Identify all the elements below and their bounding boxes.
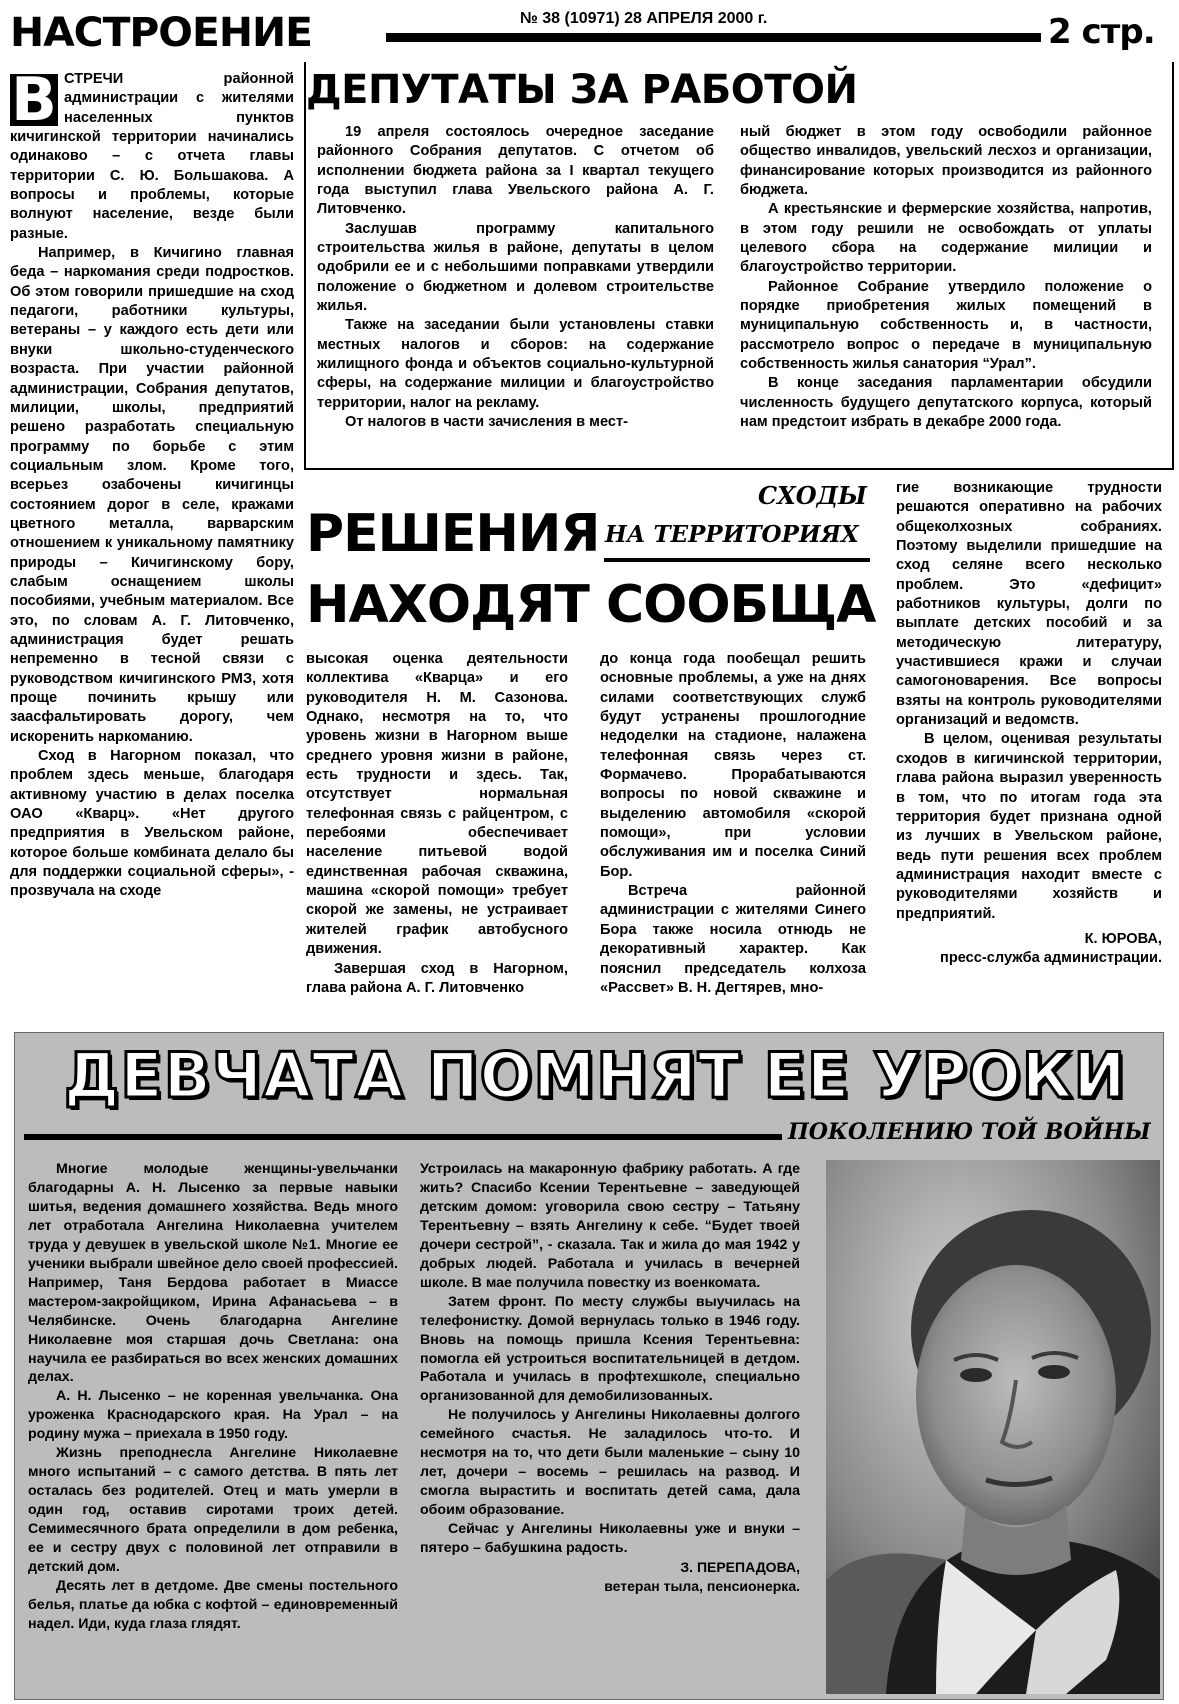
- portrait-drawing: [826, 1160, 1160, 1694]
- paragraph: СТРЕЧИ районной администрации с жителями населенных пунктов кичигинской территории начинались одинаково – с отчета главы территории С. Ю. Большакова. А вопросы и проблемы, которые волнуют население, везде были разные.: [10, 71, 294, 242]
- paragraph: Устроилась на макаронную фабрику работать. А где жить? Спасибо Ксении Терентьевне – заведующей детским домом: уговорила свою сестру – Татьяну Терентьевну – взять Ангелину к себе. “Будет твоей дочери сестрой”, - сказала. Так и жила до мая 1942 у добрых людей. Работала и училась в вечерней школе. В мае получила повестку из военкомата.: [420, 1161, 800, 1291]
- paragraph: В целом, оценивая результаты сходов в кигичинской территории, глава района выразил уверенность в том, что по итогам года эта территория будет признана одной из лучших в Увельском районе, ведь пути решения всех проблем администрация находит вместе с руководителями хозяйств и предприятий.: [896, 731, 1162, 922]
- veteran-rule: [24, 1134, 782, 1140]
- paragraph: Жизнь преподнесла Ангелине Николаевне много испытаний – с самого детства. В пять лет осталась без родителей. Отец и мать умерли в один год, оставив сиротами троих детей. Семимесячного брата определили в дом ребенка, ее и сестру двух с половиной лет отправили в детский дом.: [28, 1445, 398, 1576]
- paragraph: гие возникающие трудности решаются оперативно на рабочих общеколхозных собраниях. Поэтому выделили пришедшие на сход селяне всего несколько проблем. Это «дефицит» работников культуры, долги по выплате детских пособий и за методическую литературу, участившиеся кражи и случаи самогоноварения. Все вопросы взяты на контроль руководителями организаций и ведомств.: [896, 480, 1162, 729]
- header-rule: [386, 33, 1041, 42]
- paragraph: Встреча районной администрации с жителями Синего Бора также носила отнюдь не декоративный характер. Как пояснил председатель колхоза «Рассвет» В. Н. Дегтярев, мно-: [600, 883, 866, 996]
- paragraph: ный бюджет в этом году освободили районное общество инвалидов, увельский лесхоз и организации, финансирование которых производится из районного бюджета.: [740, 124, 1152, 199]
- solutions-col-left: [10, 65, 294, 902]
- paragraph: до конца года пообещал решить основные проблемы, а уже на днях силами соответствующих служб будут устранены прошлогодние недоделки на стадионе, налажена телефонная связь через ст. Формачево. Прорабатываются вопросы по новой скважине и выделению автомобиля «скорой помощи», при условии обслуживания им и поселка Синий Бор.: [600, 651, 866, 880]
- solutions-headline-2: НАХОДЯТ СООБЩА: [306, 575, 876, 635]
- solutions-headline-1: РЕШЕНИЯ: [306, 504, 600, 564]
- section-title: НАСТРОЕНИЕ: [10, 10, 312, 56]
- page-number: 2 стр.: [1048, 12, 1155, 52]
- solutions-col-mid-1: [306, 650, 568, 998]
- paragraph: Затем фронт. По месту службы выучилась на телефонистку. Домой вернулась только в 1946 году. Вновь на помощь пришла Ксения Терентьевна: помогла ей устроиться воспитательницей в детдом. Работала и училась в профтехшколе, специально организованной для демобилизованных.: [420, 1293, 800, 1405]
- drop-cap: В: [11, 65, 57, 135]
- deputies-col-2: [740, 123, 1152, 433]
- veteran-kicker: ПОКОЛЕНИЮ ТОЙ ВОЙНЫ: [788, 1119, 1151, 1145]
- paragraph: Десять лет в детдоме. Две смены постельного белья, платье да юбка с кофтой – единовременный надел. Иди, куда глаза глядят.: [28, 1577, 398, 1632]
- paragraph: Заслушав программу капитального строительства жилья в районе, депутаты в целом одобрили ее и с небольшими поправками утвердили положение о бюджетном и долевом строительстве жилья.: [317, 220, 714, 315]
- deputies-col-1: [317, 123, 714, 433]
- paragraph: В конце заседания парламентарии обсудили численность будущего депутатского корпуса, который нам предстоит избрать в декабре 2000 года.: [740, 375, 1152, 431]
- paragraph: Сход в Нагорном показал, что проблем здесь меньше, благодаря активному участию в делах поселка ОАО «Кварц». «Нет другого предприятия в Увельском районе, которое больше комбината делало бы для поддержки социальной сферы», - прозвучала на сходе: [10, 748, 294, 900]
- veteran-col-2: [420, 1160, 800, 1596]
- portrait-photo: [826, 1160, 1160, 1694]
- kicker-rule: [604, 558, 870, 562]
- issue-info: № 38 (10971) 28 АПРЕЛЯ 2000 г.: [520, 10, 768, 27]
- paragraph: Многие молодые женщины-увельчанки благодарны А. Н. Лысенко за первые навыки шитья, ведения домашнего хозяйства. Ведь много лет отработала Ангелина Николаевна учителем труда у девушек в увельской школе №1. Многие ее ученики выбрали швейное дело своей профессией. Например, Таня Бердова работает в Миассе мастером-закройщиком, Ирина Афанасьева – в Челябинске. Очень благодарна Ангелине Николаевне моя старшая дочь Светлана: она научила ее разбираться во всех женских домашних делах.: [28, 1161, 398, 1386]
- solutions-kicker-1: СХОДЫ: [758, 481, 867, 510]
- paragraph: От налогов в части зачисления в мест-: [345, 414, 629, 431]
- deputies-headline: ДЕПУТАТЫ ЗА РАБОТОЙ: [306, 67, 858, 113]
- veteran-col-1: [28, 1160, 398, 1634]
- solutions-kicker-2: НА ТЕРРИТОРИЯХ: [605, 521, 859, 548]
- paragraph: А. Н. Лысенко – не коренная увельчанка. Она уроженка Краснодарского края. На Урал – на родину мужа – приехала в 1950 году.: [28, 1388, 398, 1443]
- paragraph: Например, в Кичигино главная беда – наркомания среди подростков. Об этом говорили пришедшие на сход педагоги, работники культуры, ветераны – у каждого есть дети или внуки школьно-студенческого возраста. При участии районной администрации, Собрания депутатов, милиции, школы, предприятий решено разработать специальную программу по борьбе с этим социальным злом. Кроме того, всерьез озабочены кичигинцы состоянием дорог в селе, кражами цветного металла, варварским отношением к уникальному памятнику природы – Кичигинскому бору, слабым оснащением школы пособиями, учебным материалом. Все это, по словам А. Г. Литовченко, администрация будет решать непременно в тесной связи с руководством кичигинского РМЗ, хотя проще починить крышу или заасфальтировать дорогу, чем искоренить наркоманию.: [10, 245, 294, 745]
- author-name: К. ЮРОВА,: [1084, 930, 1162, 947]
- solutions-col-right: [896, 479, 1162, 968]
- solutions-col-mid-2: [600, 650, 866, 998]
- paragraph: Сейчас у Ангелины Николаевны уже и внуки – пятеро – бабушкина радость.: [420, 1521, 800, 1557]
- author-name: З. ПЕРЕПАДОВА,: [680, 1559, 800, 1576]
- paragraph: Не получилось у Ангелины Николаевны долгого семейного счастья. Не заладилось что-то. И несмотря на то, что дети были маленькие – сыну 10 лет, дочери – восемь – решилась на развод. И смогла вырастить и воспитать детей сама, дала обоим образование.: [420, 1407, 800, 1519]
- veteran-headline: ДЕВЧАТА ПОМНЯТ ЕЕ УРОКИ: [64, 1039, 1127, 1112]
- paragraph: 19 апреля состоялось очередное заседание районного Собрания депутатов. С отчетом об исполнении бюджета района за I квартал текущего года выступил глава Увельского района А. Г. Литовченко.: [317, 124, 714, 218]
- paragraph: высокая оценка деятельности коллектива «Кварца» и его руководителя Н. М. Сазонова. Однако, несмотря на то, что уровень жизни в Нагорном выше среднего уровня жизни в районе, есть трудности и здесь. Так, отсутствует нормальная телефонная связь с райцентром, с перебоями обеспечивает население питьевой водой единственная рабочая скважина, машина «скорой помощи» требует скорой же замены, не устраивает жителей график автобусного движения.: [306, 651, 568, 958]
- paragraph: Также на заседании были установлены ставки местных налогов и сборов: на содержание жилищного фонда и объектов социально-культурной сферы, на содержание милиции и благоустройство территории, налог на рекламу.: [317, 317, 714, 411]
- paragraph: А крестьянские и фермерские хозяйства, напротив, в этом году решили не освобождать от уплаты целевого сбора на содержание милиции и благоустройство территории.: [740, 201, 1152, 276]
- paragraph: Районное Собрание утвердило положение о порядке приобретения жилых помещений в муниципальную собственность и, в частности, рассмотрело вопрос о передаче в муниципальную собственность жилья санатория “Урал”.: [740, 278, 1152, 373]
- author-role: ветеран тыла, пенсионерка.: [604, 1578, 800, 1595]
- author-role: пресс-служба администрации.: [940, 949, 1162, 966]
- paragraph: Завершая сход в Нагорном, глава района А. Г. Литовченко: [306, 960, 568, 996]
